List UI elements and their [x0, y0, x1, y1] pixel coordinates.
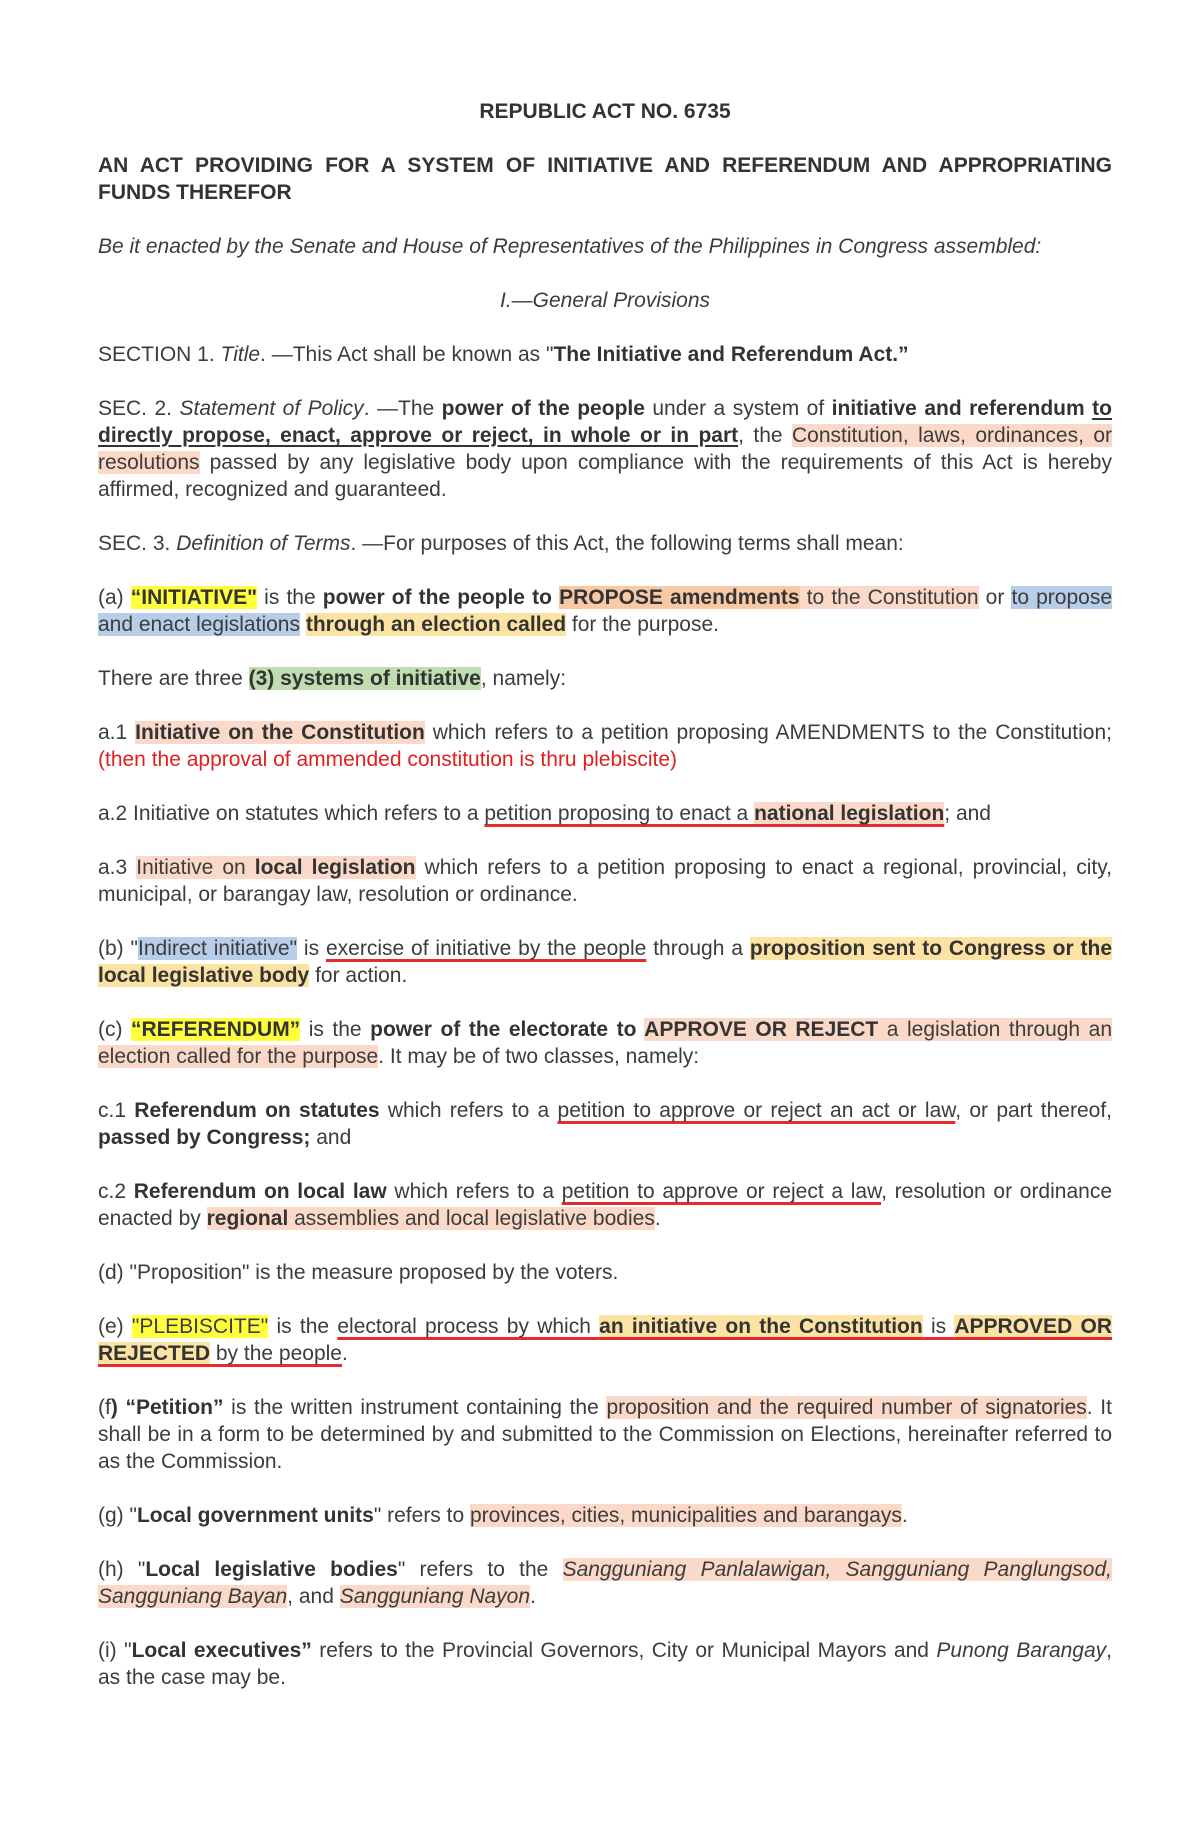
part-heading: I.—General Provisions [499, 289, 711, 312]
document-body [98, 98, 1112, 1718]
definition-f: (f) “Petition” is the written instrument containing the proposition and the required number of signatories. It shall be in a form to be determined by and submitted to the Commission on Elections, hereinafter referred to as the Commission. [98, 1396, 1112, 1473]
definition-c1: c.1 Referendum on statutes which refers to a petition to approve or reject an act or law, or part thereof, passed by Congress; and [98, 1099, 1113, 1149]
definition-a: (a) “INITIATIVE" is the power of the people to PROPOSE amendments to the Constitution or to propose and enact legislations through an election called for the purpose. [98, 586, 1113, 636]
definition-i: (i) "Local executives” refers to the Provincial Governors, City or Municipal Mayors and Punong Barangay, as the case may be. [98, 1639, 1113, 1689]
definition-c2: c.2 Referendum on local law which refers to a petition to approve or reject a law, resolution or ordinance enacted by regional assemblies and local legislative bodies. [98, 1180, 1112, 1230]
definition-a2: a.2 Initiative on statutes which refers to a petition proposing to enact a national legislation; and [98, 802, 991, 825]
section-2: SEC. 2. Statement of Policy. —The power of the people under a system of initiative and referendum to directly propose, enact, approve or reject, in whole or in part, the Constitution, laws, ordinances, or resolutions passed by any legislative body upon compliance with the requirements of this Act is hereby affirmed, recognized and guaranteed. [98, 397, 1112, 501]
definition-g: (g) "Local government units" refers to provinces, cities, municipalities and barangays. [98, 1504, 908, 1527]
enacting-clause: Be it enacted by the Senate and House of Representatives of the Philippines in Congress assembled: [98, 235, 1042, 258]
section-3: SEC. 3. Definition of Terms. —For purposes of this Act, the following terms shall mean: [98, 532, 904, 555]
definition-a1: a.1 Initiative on the Constitution which refers to a petition proposing AMENDMENTS to the Constitution; (then the approval of ammended constitution is thru plebiscite) [98, 721, 1112, 771]
three-systems: There are three (3) systems of initiative, namely: [98, 667, 567, 690]
section-1: SECTION 1. Title. —This Act shall be known as "The Initiative and Referendum Act.” [98, 343, 909, 366]
definition-h: (h) "Local legislative bodies" refers to the Sangguniang Panlalawigan, Sangguniang Panglungsod, Sangguniang Bayan, and Sangguniang Nayon. [98, 1558, 1112, 1608]
definition-a3: a.3 Initiative on local legislation which refers to a petition proposing to enact a regional, provincial, city, municipal, or barangay law, resolution or ordinance. [98, 856, 1113, 906]
doc-title: REPUBLIC ACT NO. 6735 [479, 100, 731, 123]
definition-b: (b) "Indirect initiative" is exercise of initiative by the people through a proposition sent to Congress or the local legislative body for action. [98, 937, 1113, 987]
definition-e: (e) "PLEBISCITE" is the electoral process by which an initiative on the Constitution is APPROVED OR REJECTED by the people. [98, 1315, 1112, 1365]
definition-c: (c) “REFERENDUM” is the power of the electorate to APPROVE OR REJECT a legislation through an election called for the purpose. It may be of two classes, namely: [98, 1018, 1112, 1068]
definition-d: (d) "Proposition" is the measure proposed by the voters. [98, 1261, 619, 1284]
act-title: AN ACT PROVIDING FOR A SYSTEM OF INITIATIVE AND REFERENDUM AND APPROPRIATING FUNDS THEREFOR [98, 154, 1112, 204]
